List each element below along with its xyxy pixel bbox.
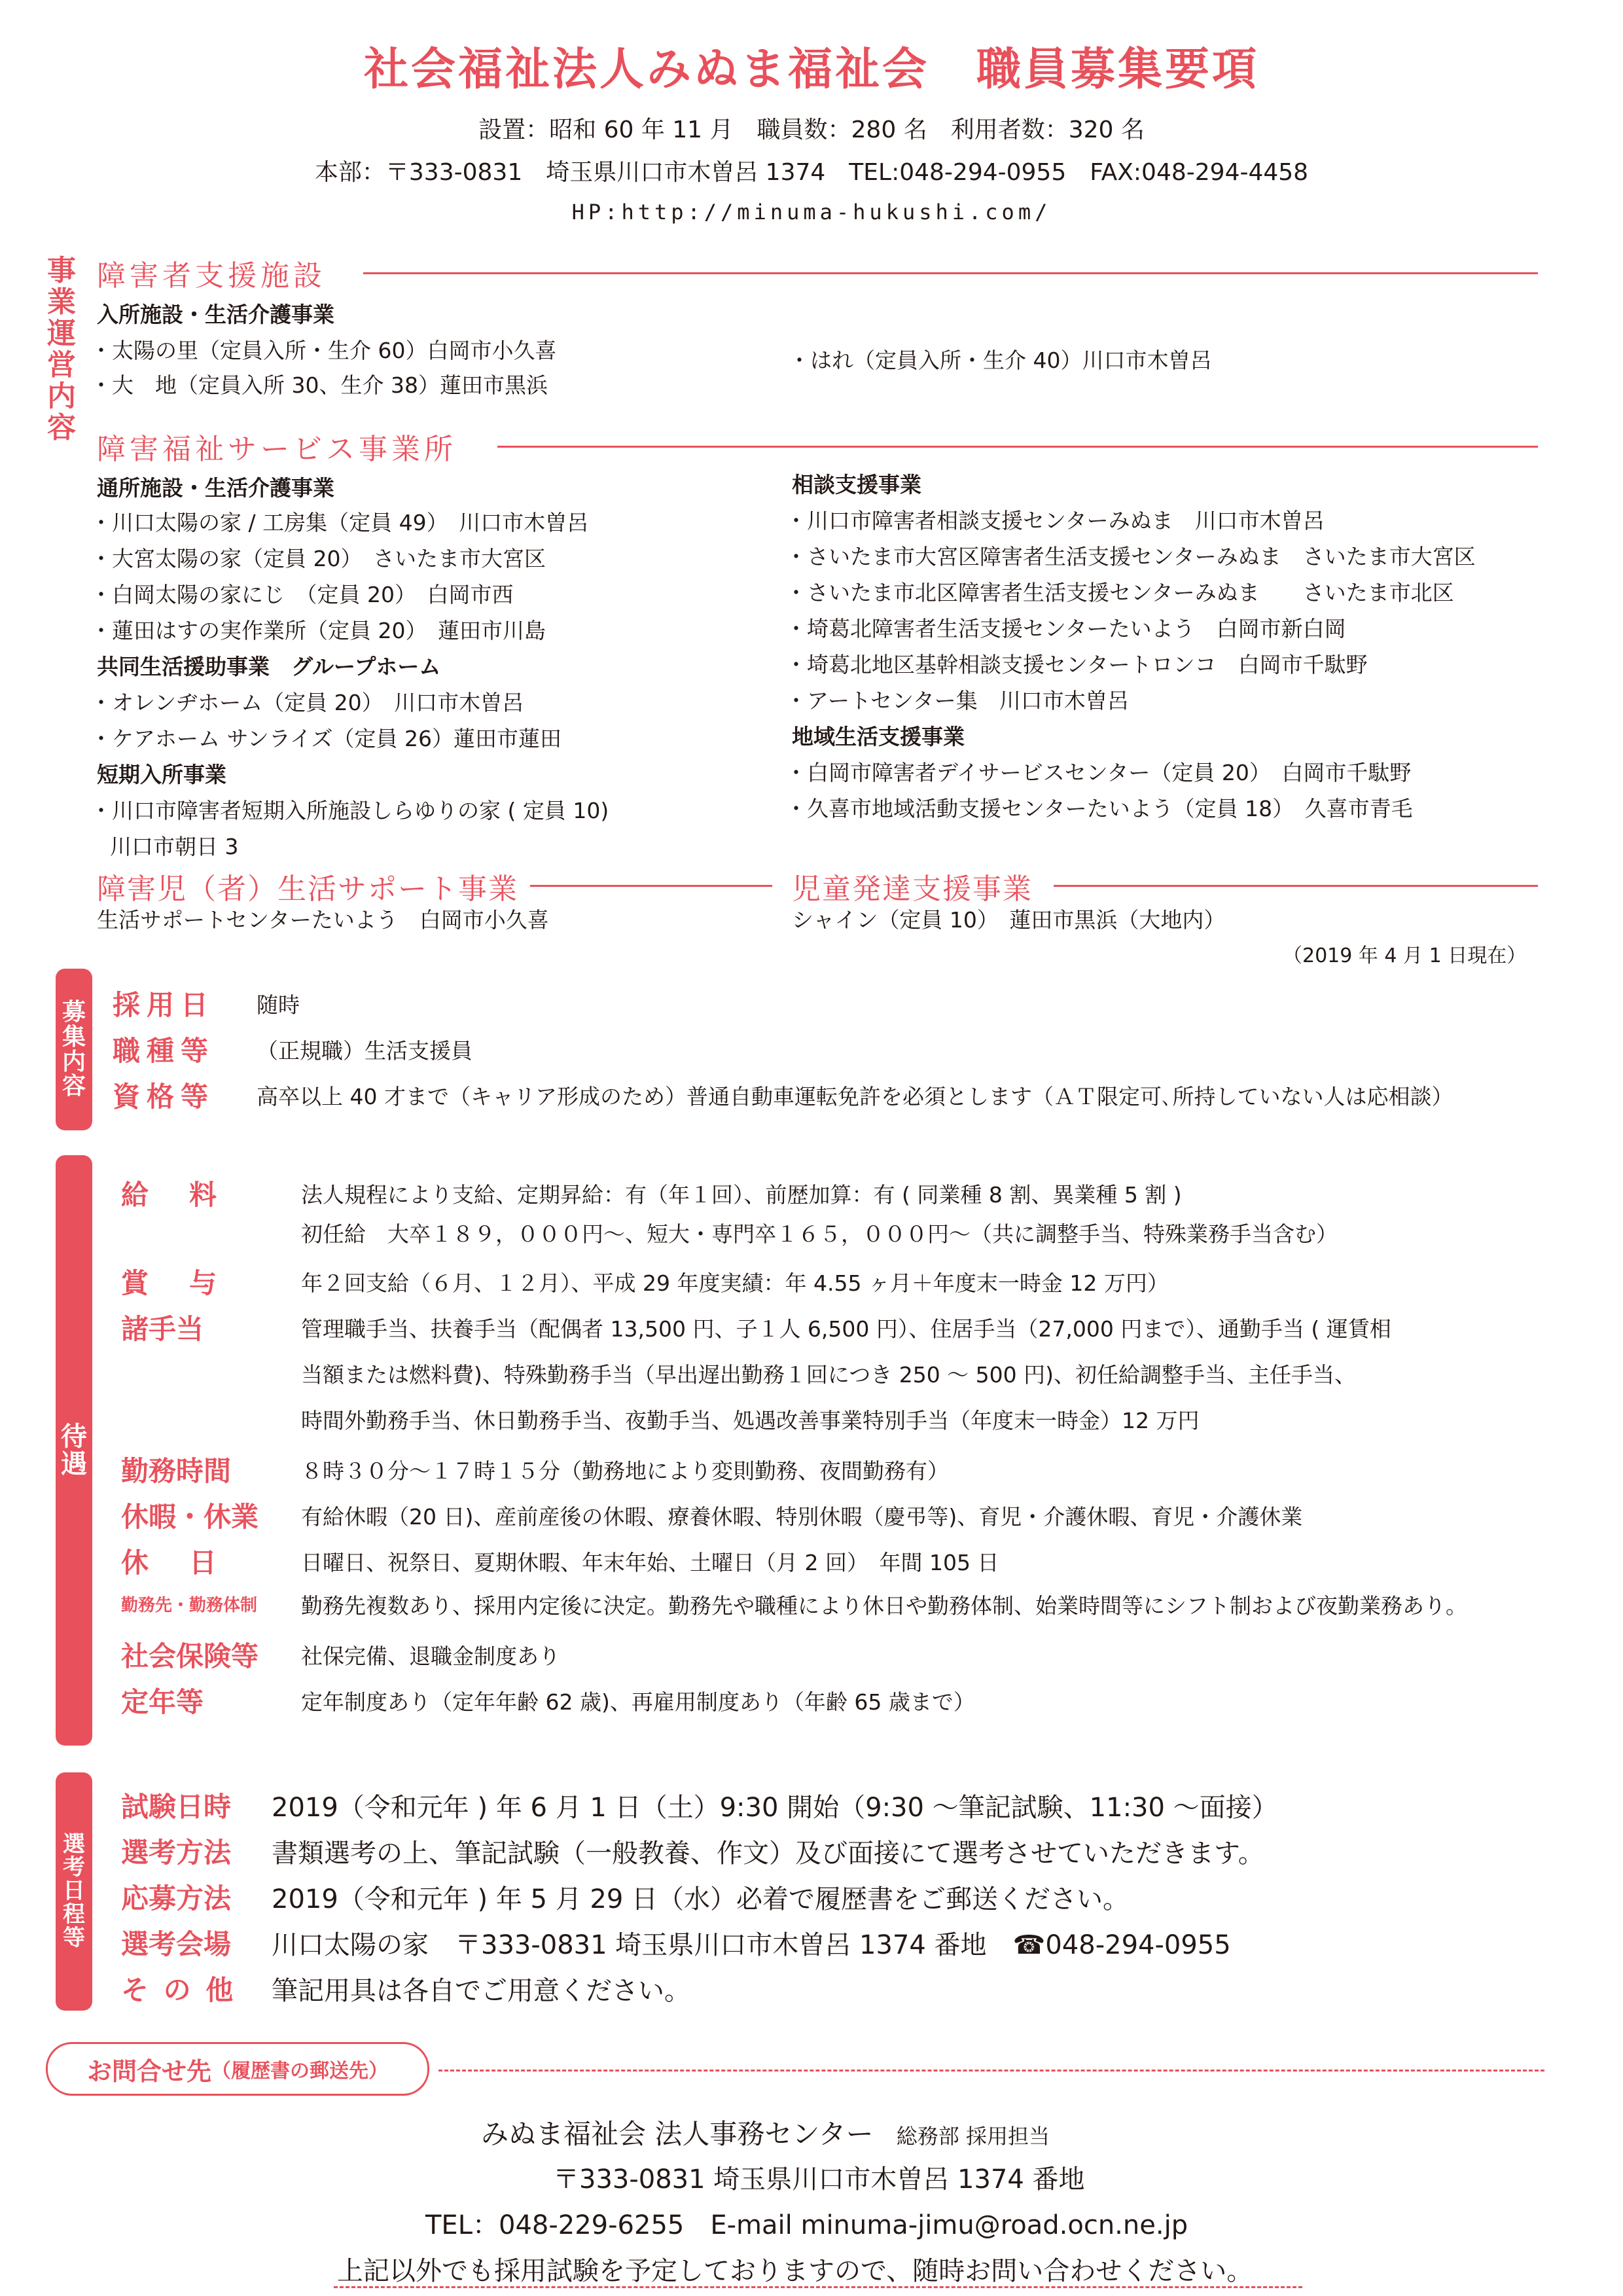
- header-address-line: 本部：〒333-0831 埼玉県川口市木曽呂 1374 TEL:048-294-0955 FAX:048-294-4458: [314, 159, 1309, 186]
- tab-char: 遇: [61, 1449, 87, 1479]
- senko-value: 2019（令和元年 ) 年 6 月 1 日（土）9:30 開始（9:30 〜筆記試験、11:30 〜面接）: [272, 1793, 1278, 1823]
- subheading-nyusho: 入所施設・生活介護事業: [97, 302, 334, 327]
- list-item: ・アートセンター集 川口市木曽呂: [785, 688, 1129, 713]
- tab-char: 考: [63, 1854, 85, 1881]
- tab-char: 程: [63, 1901, 85, 1928]
- list-item: 川口市朝日 3: [110, 834, 239, 859]
- section-rule: [530, 885, 772, 887]
- inquiry-label: お問合せ先: [86, 2056, 211, 2086]
- seikatsu-support-text: 生活サポートセンターたいよう 白岡市小久喜: [97, 907, 549, 933]
- senko-value: 2019（令和元年 ) 年 5 月 29 日（水）必着で履歴書をご郵送ください。: [272, 1884, 1130, 1914]
- list-item: ・白岡太陽の家にじ （定員 20） 白岡市西: [90, 582, 514, 607]
- side-char: 内: [47, 380, 76, 413]
- senko-label: 選考会場: [121, 1928, 232, 1960]
- list-item: ・オレンヂホーム（定員 20） 川口市木曽呂: [90, 690, 524, 715]
- list-item: ・久喜市地域活動支援センターたいよう（定員 18） 久喜市青毛: [785, 796, 1413, 821]
- list-item: ・埼葛北障害者生活支援センターたいよう 白岡市新白岡: [785, 616, 1346, 641]
- taigu-label-teate: 諸手当: [121, 1313, 204, 1345]
- senko-value: 書類選考の上、筆記試験（一般教養、作文）及び面接にて選考させていただきます。: [272, 1839, 1264, 1869]
- boshu-label: 職種等: [113, 1035, 215, 1067]
- list-item: ・川口太陽の家 / 工房集（定員 49） 川口市木曽呂: [90, 510, 589, 535]
- teinen-value: 定年制度あり（定年年齢 62 歳)、再雇用制度あり（年齢 65 歳まで）: [301, 1689, 975, 1715]
- list-item: ・大宮太陽の家（定員 20） さいたま市大宮区: [90, 546, 546, 571]
- kyuryo-line: 法人規程により支給、定期昇給：有（年１回）、前歴加算：有 ( 同業種 8 割、異業種 5 割 ): [301, 1182, 1182, 1208]
- taigu-tab: [56, 1155, 92, 1746]
- hoken-value: 社保完備、退職金制度あり: [301, 1643, 560, 1669]
- tab-char: 募: [62, 998, 86, 1026]
- section-rule: [1054, 885, 1538, 887]
- subheading-group-home: 共同生活援助事業 グループホーム: [97, 654, 441, 679]
- senko-value: 川口太陽の家 〒333-0831 埼玉県川口市木曽呂 1374 番地 ☎048-294-0955: [272, 1930, 1231, 1960]
- list-item: ・蓮田はすの実作業所（定員 20） 蓮田市川島: [90, 618, 546, 643]
- boshu-value: （正規職）生活支援員: [257, 1038, 473, 1064]
- inquiry-note: 上記以外でも採用試験を予定しておりますので、随時お問い合わせください。: [337, 2256, 1253, 2286]
- taigu-label-kyujitsu: 休 日: [121, 1547, 224, 1579]
- taigu-label-kyuka: 休暇・休業: [121, 1501, 259, 1533]
- teate-line: 時間外勤務手当、休日勤務手当、夜勤手当、処遇改善事業特別手当（年度末一時金）12 万円: [301, 1408, 1200, 1433]
- inquiry-name: みぬま福祉会 法人事務センター: [481, 2118, 874, 2150]
- inquiry-contact[interactable]: TEL：048-229-6255 E-mail minuma-jimu@road.ocn.ne.jp: [425, 2210, 1188, 2240]
- kyuryo-line: 初任給 大卒１８９，０００円〜、短大・専門卒１６５，０００円〜（共に調整手当、特殊業務手当含む）: [301, 1221, 1338, 1247]
- side-char: 事: [47, 254, 76, 287]
- tab-char: 日: [63, 1878, 85, 1905]
- kyuka-value: 有給休暇（20 日)、産前産後の休暇、療養休暇、特別休暇（慶弔等)、育児・介護休暇、育児・介護休業: [301, 1504, 1303, 1530]
- section-heading-jido-hattatsu: 児童発達支援事業: [792, 872, 1033, 906]
- inquiry-dept: 総務部 採用担当: [896, 2124, 1050, 2149]
- inquiry-label-box: [46, 2042, 429, 2096]
- page-title: 社会福祉法人みぬま福祉会 職員募集要項: [363, 44, 1259, 96]
- senko-label: 試験日時: [121, 1791, 232, 1823]
- taigu-label-teinen: 定年等: [121, 1686, 204, 1718]
- senko-tab: [56, 1772, 92, 2011]
- list-item: ・さいたま市北区障害者生活支援センターみぬま さいたま市北区: [785, 580, 1454, 605]
- list-item: ・埼葛北地区基幹相談支援センタートロンコ 白岡市千駄野: [785, 652, 1368, 677]
- taigu-label-kinmu: 勤務時間: [121, 1455, 232, 1487]
- section-heading-seikatsu-support: 障害児（者）生活サポート事業: [97, 872, 518, 906]
- list-item: ・川口市障害者相談支援センターみぬま 川口市木曽呂: [785, 508, 1325, 533]
- side-char: 業: [47, 285, 76, 319]
- list-item: ・太陽の里（定員入所・生介 60）白岡市小久喜: [90, 338, 557, 363]
- taigu-label-kyuryo: 給 料: [121, 1179, 224, 1211]
- jido-hattatsu-text: シャイン（定員 10） 蓮田市黒浜（大地内）: [792, 907, 1226, 933]
- teate-line: 当額または燃料費)、特殊勤務手当（早出遅出勤務１回につき 250 〜 500 円)、初任給調整手当、主任手当、: [301, 1362, 1357, 1388]
- inquiry-label-note: （履歴書の郵送先）: [211, 2060, 388, 2083]
- list-item: ・大 地（定員入所 30、生介 38）蓮田市黒浜: [90, 372, 548, 398]
- teate-line: 管理職手当、扶養手当（配偶者 13,500 円、子１人 6,500 円）、住居手当（27,000 円まで）、通勤手当 ( 運賃相: [301, 1316, 1391, 1342]
- section-rule: [363, 272, 1538, 274]
- homepage-url[interactable]: HP:http://minuma-hukushi.com/: [571, 200, 1052, 224]
- kyujitsu-value: 日曜日、祝祭日、夏期休暇、年末年始、土曜日（月 2 回） 年間 105 日: [301, 1550, 999, 1575]
- boshu-label: 採用日: [113, 989, 215, 1021]
- list-item: ・川口市障害者短期入所施設しらゆりの家 ( 定員 10): [90, 798, 609, 823]
- subheading-tanki: 短期入所事業: [97, 762, 226, 787]
- section-rule: [497, 446, 1538, 448]
- tab-char: 集: [62, 1023, 86, 1050]
- tab-char: 内: [62, 1048, 86, 1075]
- side-char: 営: [47, 348, 76, 382]
- subheading-sodan: 相談支援事業: [792, 472, 921, 497]
- tab-char: 待: [61, 1422, 87, 1452]
- list-item: ・ケアホーム サンライズ（定員 26）蓮田市蓮田: [90, 726, 562, 751]
- boshu-tab: [56, 969, 92, 1130]
- boshu-label: 資格等: [113, 1081, 215, 1113]
- senko-label: 選考方法: [121, 1837, 232, 1869]
- subheading-tsusho: 通所施設・生活介護事業: [97, 475, 334, 501]
- tab-char: 等: [63, 1924, 85, 1951]
- senko-value: 筆記用具は各自でご用意ください。: [272, 1976, 690, 2006]
- jigyo-side-label: [47, 254, 76, 444]
- section-heading-service-jigyosho: 障害福祉サービス事業所: [97, 433, 457, 466]
- as-of-date-note: （2019 年 4 月 1 日現在）: [1283, 944, 1527, 967]
- tab-char: 容: [62, 1073, 86, 1100]
- dashed-divider: [438, 2070, 1544, 2072]
- inquiry-address: 〒333-0831 埼玉県川口市木曽呂 1374 番地: [553, 2164, 1085, 2195]
- kinmu-value: ８時３０分～１７時１５分（勤務地により変則勤務、夜間勤務有）: [301, 1458, 949, 1484]
- list-item: ・はれ（定員入所・生介 40）川口市木曽呂: [789, 348, 1212, 373]
- subheading-chiiki: 地域生活支援事業: [792, 724, 965, 749]
- dashed-underline: [334, 2286, 1302, 2288]
- senko-label: そ の 他: [121, 1974, 236, 2006]
- side-char: 運: [47, 317, 76, 350]
- taigu-label-shoyo: 賞 与: [121, 1267, 224, 1299]
- tab-char: 選: [63, 1831, 85, 1857]
- boshu-value: 随時: [257, 992, 300, 1018]
- header-info-line1: 設置：昭和 60 年 11 月 職員数：280 名 利用者数：320 名: [478, 117, 1145, 143]
- taigu-label-kinmusaki: 勤務先・勤務体制: [121, 1596, 258, 1615]
- kinmusaki-value: 勤務先複数あり、採用内定後に決定。勤務先や職種により休日や勤務体制、始業時間等にシフト制および夜勤業務あり。: [301, 1593, 1467, 1619]
- boshu-value: 高卒以上 40 才まで（キャリア形成のため）普通自動車運転免許を必須とします（ＡＴ限定可､所持していない人は応相談）: [257, 1084, 1454, 1109]
- shoyo-value: 年２回支給（６月、１２月）、平成 29 年度実績：年 4.55 ヶ月＋年度末一時金 12 万円）: [301, 1270, 1169, 1296]
- list-item: ・白岡市障害者デイサービスセンター（定員 20） 白岡市千駄野: [785, 760, 1412, 785]
- senko-label: 応募方法: [121, 1882, 232, 1914]
- taigu-label-hoken: 社会保険等: [121, 1640, 259, 1672]
- list-item: ・さいたま市大宮区障害者生活支援センターみぬま さいたま市大宮区: [785, 544, 1476, 569]
- side-char: 容: [47, 411, 76, 444]
- inquiry-org: [481, 2113, 1050, 2152]
- section-heading-shien-shisetsu: 障害者支援施設: [97, 259, 326, 293]
